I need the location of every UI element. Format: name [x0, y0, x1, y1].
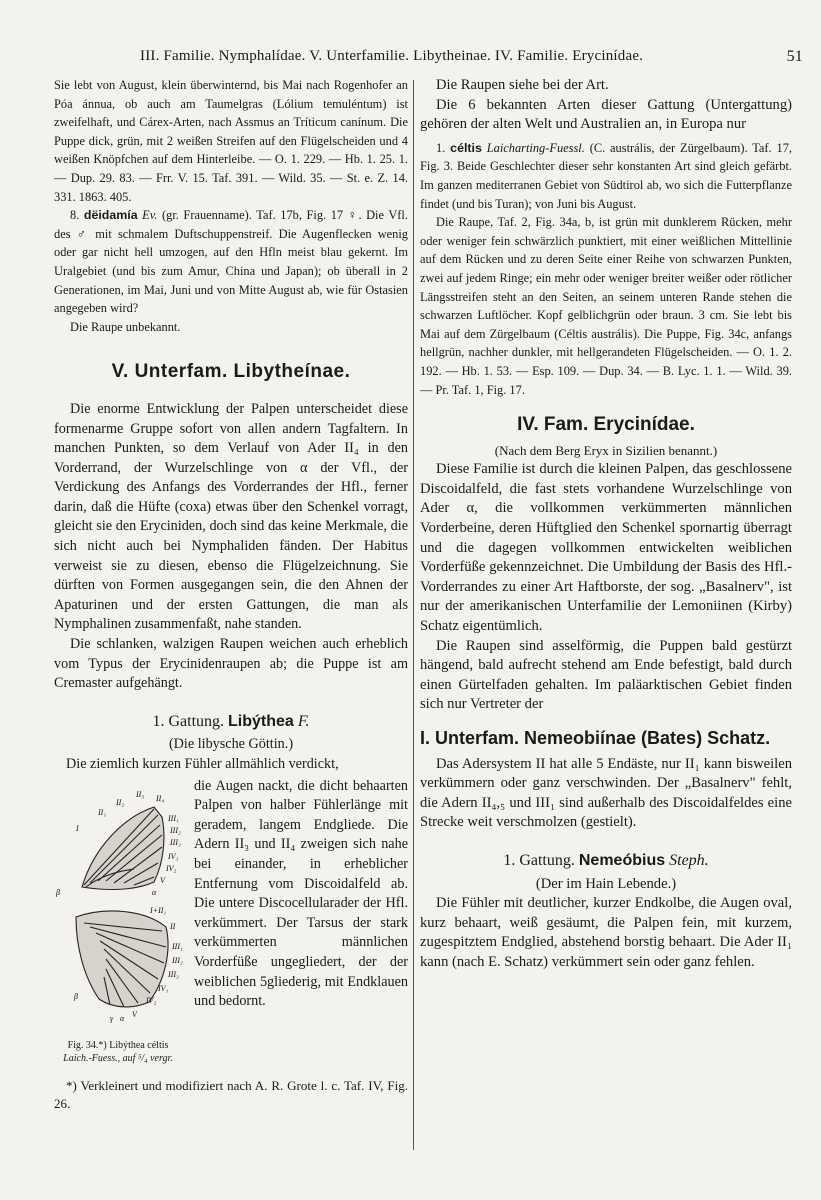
- left-column: [54, 76, 408, 1113]
- svg-text:γ: γ: [110, 1013, 114, 1023]
- paragraph: Die Raupe, Taf. 2, Fig. 34a, b, ist grün mit dunklerem Rücken, mehr oder weniger fein schwärzlich punktiert, mit einer weißlichen Mittellinie auf dem Rücken und zu deren Seite einer Reihe von schwarzen Punkten, zwei auf jedem Ringe; ein mehr oder weniger breiter weißer oder rötlicher Längsstreifen steht an den Seiten, an seinem unteren Rande stehen die schwarzen Luftlöcher. Kopf gelblichgrün oder braun. 3 cm. Sie lebt bis Mai auf dem Zürgelbaum (Céltis austrális). Die Puppe, Fig. 34c, anfangs hellgrün, nachher dunkler, mit hellgerandeten Flügelscheiden. — O. 1. 2. 192. — Hb. 1. 53. — Esp. 109. — Dup. 34. — B. Lyc. 1. 1. — Wild. 39. — Pr. Taf. 1, Fig. 17.: [420, 215, 792, 397]
- genus-heading: 1. Gattung. Nemeóbius Steph.: [503, 851, 709, 869]
- genus-heading: 1. Gattung. Libýthea F.: [152, 712, 310, 730]
- svg-text:III₃: III₃: [168, 969, 179, 979]
- svg-text:α: α: [152, 887, 157, 897]
- svg-text:III₂: III₂: [172, 955, 183, 965]
- subfamily-heading: I. Unterfam. Nemeobiínae (Bates) Schatz.: [420, 728, 771, 748]
- svg-text:β: β: [74, 991, 78, 1001]
- paragraph: Die 6 bekannten Arten dieser Gattung (Untergattung) gehören der alten Welt und Australien an, in Europa nur: [420, 96, 792, 133]
- svg-text:II₁: II₁: [98, 807, 107, 817]
- svg-text:III₁: III₁: [172, 941, 183, 951]
- species-entry: 1. céltis Laicharting-Fuessl. (C. austrális, der Zürgelbaum). Taf. 17, Fig. 3. Beide Geschlechter dieser sehr konstanten Art sind gleich gefärbt. Im ganzen mediterranen Gebiet von Südtirol ab, wo sich die Futterpflanze findet (und bis Turan); von Juni bis August.: [420, 140, 792, 211]
- svg-text:III₃: III₃: [170, 837, 181, 847]
- paragraph: Diese Familie ist durch die kleinen Palpen, das geschlossene Discoidalfeld, die fast stets vorhandene Wurzelschlinge von Ader α, die vollkommen verkümmerten männlichen Vorderbeine, deren Hüftglied den Schenkel spornartig überragt und die dagegen vollkommen entwickelten weiblichen Vorderfüße gekennzeichnet. Die Umbildung der Basis des Hfl.-Vorderrandes zu einer Art Haftborste, der sog. „Basalnerv", ist nur der amerikanischen Unterfamilie der Lemoniinen (Kirby) Schatz eigentümlich.: [420, 461, 792, 635]
- page-number: 51: [786, 48, 803, 65]
- genus-subtitle: (Der im Hain Lebende.): [535, 875, 677, 892]
- genus-subtitle: (Die libysche Göttin.): [168, 736, 294, 753]
- svg-text:II: II: [170, 921, 176, 931]
- paragraph: Die Raupen sind asselförmig, die Puppen bald gestürzt hängend, bald aufrecht stehend am Ende befestigt, bald durch einen Gürtelfaden gehalten. Im paläarktischen Gebiet finden sich nur Vertreter der: [420, 637, 792, 713]
- column-divider: [413, 80, 414, 1150]
- svg-text:I+II₁: I+II₁: [150, 905, 167, 915]
- wing-venation-figure: [54, 777, 194, 1035]
- svg-text:V: V: [132, 1009, 137, 1019]
- paragraph: Die ziemlich kurzen Fühler allmählich verdickt,: [66, 756, 339, 772]
- svg-text:IV₁: IV₁: [168, 851, 179, 861]
- svg-text:IV₂: IV₂: [166, 863, 177, 873]
- svg-text:IV₁: IV₁: [158, 983, 169, 993]
- svg-text:I: I: [76, 823, 79, 833]
- footnote: *) Verkleinert und modifiziert nach A. R. Grote l. c. Taf. IV, Fig. 26.: [54, 1077, 408, 1111]
- species-entry: 8. dëidamía Ev. (gr. Frauenname). Taf. 17b, Fig. 17 ♀. Die Vfl. des ♂ mit schmalem Duftschuppenstreif. Die Augenflecken wenig oder gar nicht hell umzogen, auf den Hfln meist blau gekernt. Im Uralgebiet (und bis zum Amur, China und Japan); ob überall in 2 Generationen, im Mai, Juni und von Mitte August ab, wie für Ostasien angegeben wird?: [54, 208, 408, 316]
- svg-text:II₄: II₄: [156, 793, 165, 803]
- section-heading: V. Unterfam. Libytheínae.: [111, 361, 351, 383]
- svg-text:III₁: III₁: [168, 813, 179, 823]
- paragraph: Die enorme Entwicklung der Palpen unterscheidet diese formenarme Gruppe sofort von allen andern Tagfaltern. In manchen Punkten, so dem Verlauf von Ader II₄ in den Vorderrand, der Wurzelschlinge von α der Vfl., der Verdickung des Anfangs des Vorderrandes der Hfl., ferner darin, daß die Hüfte (coxa) etwas über den Schenkel vorragt, gleicht sie den Eryciniden, doch sind das keine Merkmale, die sich nicht auch bei Nymphaliden fänden. Der Habitus verweist sie zu diesen, ebenso die Flügelzeichnung. Sie dürften von Formen ausgegangen sein, die den Ahnen der Apaturinen und der ersten Gattungen, die man als Nymphalinen zusammenfaßt, nahe standen.: [54, 400, 408, 633]
- svg-text:II₅: II₅: [136, 789, 145, 799]
- svg-text:α: α: [120, 1013, 125, 1023]
- paragraph: die Augen nackt, die dicht behaarten Palpen von halber Fühlerlänge mit geradem, langem Endgliede. Die Adern II₃ und II₄ zweigen sich nahe bei einander, in erheblicher Entfernung vom Discoidalfeld ab. Die untere Discocellularader der Hfl. verkümmert. Der Tarsus der stark verkümmerten männlichen Vorderfüße ungegliedert, der der weiblichen 5gliederig, mit Endklauen und bedornt.: [194, 777, 408, 1010]
- svg-text:V: V: [160, 875, 165, 885]
- paragraph: Die schlanken, walzigen Raupen weichen auch erheblich vom Typus der Erycinidenraupen ab; die Puppe ist am Cremaster aufgehängt.: [54, 636, 408, 692]
- svg-text:IV₂: IV₂: [146, 995, 157, 1005]
- running-title: III. Familie. Nymphalídae. V. Unterfamilie. Libytheinae. IV. Familie. Erycinídae.: [140, 48, 644, 64]
- svg-text:β: β: [56, 887, 60, 897]
- right-column: [420, 76, 792, 973]
- species-name: dëidamía: [83, 208, 138, 223]
- paragraph: Sie lebt von August, klein überwinternd, bis Mai nach Rogenhofer an Póa ánnua, ob auch am Taumelgras (Lólium temuléntum) ist zweifelhaft, und Cárex-Arten, nach Assmus an Tríticum canínum. Die Puppe dick, grün, mit 2 weißen Streifen auf den Flügelscheiden und 4 weißen Knöpfchen auf dem Hinterleibe. — O. 1. 229. — Hb. 1. 25. 1. — Dup. 29. 83. — Frr. V. 15. Taf. 391. — Wild. 35. — St. e. Z. 14. 331. 1863. 405.: [54, 78, 408, 204]
- svg-text:II₂: II₂: [116, 797, 125, 807]
- paragraph: Das Adersystem II hat alle 5 Endäste, nur II₁ kann bisweilen verkümmern oder ganz verschwinden. Der „Basalnerv" fehlt, die Adern II₄,₅ und III₁ sind außerhalb des Discoidalfeldes eine Strecke weit verschmolzen (gestielt).: [420, 755, 792, 831]
- page-header: [40, 44, 803, 70]
- figure-caption: Fig. 34.*) Libýthea céltis Laich.-Fuess., auf ⁵/₄ vergr.: [63, 1039, 173, 1064]
- paragraph: Die Raupe unbekannt.: [70, 319, 181, 334]
- section-heading: IV. Fam. Erycinídae.: [517, 414, 695, 436]
- section-subtitle: (Nach dem Berg Eryx in Sizilien benannt.): [494, 442, 718, 458]
- svg-text:III₂: III₂: [170, 825, 181, 835]
- paragraph: Die Fühler mit deutlicher, kurzer Endkolbe, die Augen oval, kurz behaart, weiß gesäumt, die Palpen fein, mit kurzem, zugespitztem Endglied, abstehend borstig behaart. Die Ader II₁ kann (nach E. Schatz) verkümmert sein oder ganz fehlen.: [420, 895, 792, 970]
- paragraph: Die Raupen siehe bei der Art.: [436, 77, 609, 93]
- species-name: céltis: [450, 140, 482, 155]
- figure-block: [54, 777, 408, 1069]
